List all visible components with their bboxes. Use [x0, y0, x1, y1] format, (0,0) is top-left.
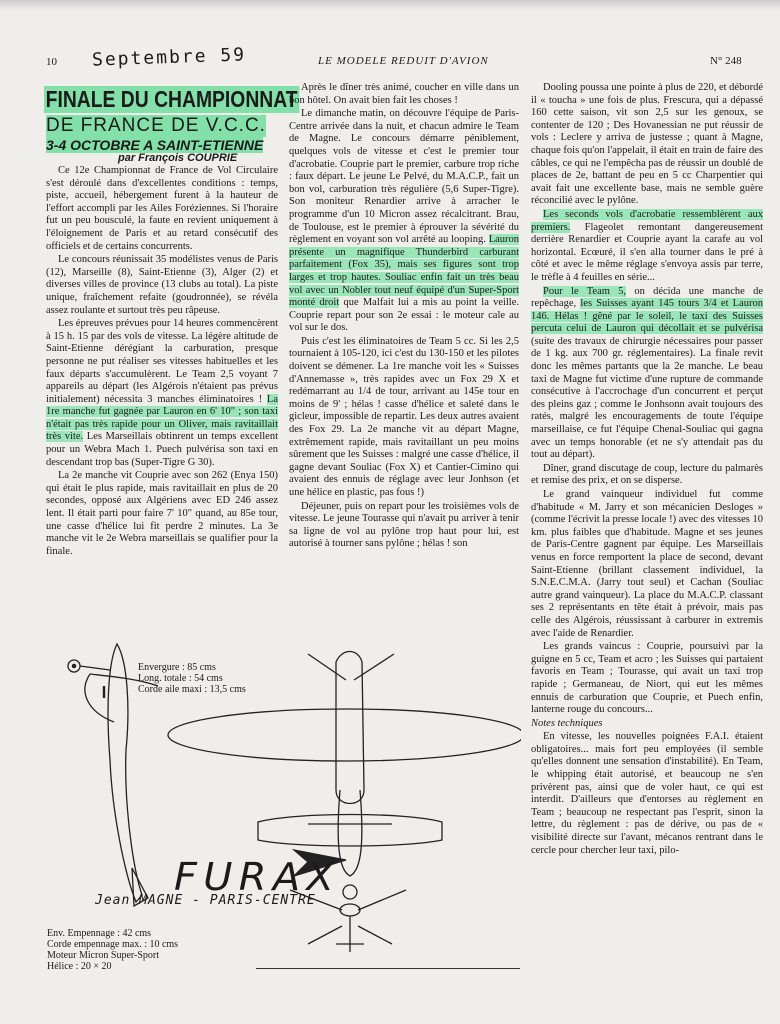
highlighted-text: les Suisses ayant 145 tours 3/4 et Lauron 146. Hélas ! gêné par le soleil, le taxi des Suisses percuta celui de Lauron qui décollait et se pulvérisa: [531, 298, 763, 335]
paragraph: Les grands vaincus : Couprie, poursuivi par la guigne en 5 cc, Team et acro ; les Suisses qui partaient favoris en Team ; Tourasse, qui avait un taxi trop rapide ; Germaneau, de Niort, qui eut les mêmes ennuis de carburation que Couprie, et Puech enfin, lanterne rouge du concours...: [531, 641, 763, 716]
text-run: Les Marseillais obtinrent un temps excellent pour un Webra Mach 1. Puech pulvérisa son taxi en descendant trop bas (Super-Tigre G 30).: [46, 431, 278, 468]
paragraph: Dooling poussa une pointe à plus de 220, et débordé il « toucha » une fois de plus. Frescura, qui a dépassé 160 cette saison, vit son 2,5 sur les genoux, se contenter de 120 ; Des Hovanessian ne put réussir de vols : Leclere y arriva de justesse ; quant à Magne, chaque fois qu'on l'appelait, il était en train de faire des câbles, ce qui ne l'empêcha pas de réussir un doublé de places de 2e, battant de peu en 5 cc Charpentier qui avait fait une excellente base, mais ne semble guère réconcilié avec le pylône.: [531, 82, 763, 207]
highlighted-text: Lauron présente un magnifique Thunderbird carburant parfaitement (Fox 35), mais ses figures sont trop larges et trop hautes. Souliac enfin fait un très beau vol avec un Nobler tout neuf équipé d'un Super-Sport monté droit: [289, 234, 520, 309]
article-subtitle: DE FRANCE DE V.C.C.: [46, 115, 266, 136]
highlighted-text: Les seconds vols d'acrobatie ressemblèrent aux premiers.: [531, 208, 763, 233]
text-run: on décida une manche de repêchage,: [531, 285, 763, 310]
section-heading: Notes techniques: [531, 717, 603, 729]
spec-line: Corde empennage max. : 10 cms: [47, 939, 179, 950]
article-dateline: 3-4 OCTOBRE A SAINT-ETIENNE: [46, 137, 264, 153]
spec-block-top: [138, 662, 246, 695]
designer-signature: Jean MAGNE - PARIS-CENTRE: [95, 893, 316, 908]
handwritten-date: Septembre 59: [91, 44, 247, 71]
spec-line: Moteur Micron Super-Sport: [47, 950, 160, 961]
aircraft-drawing: [46, 640, 521, 970]
paragraph: Déjeuner, puis on repart pour les troisièmes vols de vitesse. Le jeune Tourasse qui n'avait pu arriver à tenir sa ligne de vol au pylône trop haut pour lui, est autorisé à tourner sans pylône ; hélas ! son: [289, 500, 519, 550]
model-name: FURAX: [174, 855, 341, 899]
article-title: FINALE DU CHAMPIONNAT: [45, 86, 298, 112]
spec-line: Long. totale : 54 cms: [138, 673, 223, 684]
text-run: Le dimanche matin, on découvre l'équipe de Paris-Centre arrivée dans la nuit, et chacun admire le Team de Magne. Le concours démarre péniblement, quelques vols de vitesse et c'est le premier tour d'acrobatie. Couprie part le premier, carbure trop riche : faux départ. Le jeune Le Pelvé, du M.A.C.P., fait un bon vol, carburation très régulière (5,6 Super-Tigre). Son moniteur Renardier arrive à arracher le programme d'un 10 Micron assez récalcitrant. Brau, de Toulouse, est le premier à éprouver la sévérité du règlement en voyant son vol arrêté au looping.: [289, 108, 519, 246]
paragraph: Le concours réunissait 35 modélistes venus de Paris (12), Marseille (8), Saint-Etienne (3), Alger (2) et diverses villes de province (13 clubs au total). La piste unique, fraîchement refaite (goudronnée), se révéla assez roulante et surtout très peu râpeuse.: [46, 254, 278, 316]
spec-block-bottom: [47, 928, 178, 972]
paragraph: Ce 12e Championnat de France de Vol Circulaire s'est déroulé dans d'excellentes conditions : temps, piste, accueil, hébergement furent à la hauteur de l'effort accompli par les Ailes Foréziennes. Si l'horaire fut un peu bousculé, la faute en revient uniquement à l'éloignement de Paris et au retard consécutif des officiels et de certains concurrents.: [46, 165, 278, 252]
page-edge: [0, 0, 780, 10]
text-column-2: [289, 82, 519, 552]
aircraft-plan-figure: [46, 640, 521, 970]
running-title: LE MODELE REDUIT D'AVION: [318, 55, 489, 67]
spec-line: Env. Empennage : 42 cms: [47, 928, 152, 939]
text-run: que Malfait lui a mis au point la veille. Couprie repart pour son 2e essai : le moteur cale au vol sur le dos.: [289, 297, 520, 334]
figure-divider: [256, 968, 520, 969]
issue-number: N° 248: [710, 55, 742, 67]
text-column-3: [531, 82, 763, 858]
text-run: (suite des travaux de chirurgie nécessaires pour passer de 1 kg. aux 700 gr. réglementaires). La finale revit donc les mêmes partants que la 2e manche. Le beau taxi de Magne fut victime d'une rupture de commande consécutive à l'accrochage d'un concurrent et perçut des pleins gaz ; comme le Jonhsonn avait toujours des ratés, malgré les encouragements de toute l'équipe marseillaise, ce fut l'équipe Chenal-Souliac qui gagna avec un temps honorable (et ne s'y attendait pas du tout au départ).: [531, 335, 763, 461]
paragraph: En vitesse, les nouvelles poignées F.A.I. étaient obligatoires... mais fort peu employées (il semble qu'elles donnent une sensation d'instabilité). En Team, le whipping était autorisé, et beaucoup ne s'en privèrent pas, ainsi que de voler haut, ce qui est interdit. D'ailleurs que d'entorses au règlement en Team ; beaucoup ne respectant pas l'esprit, sinon la lettre, du règlement : pas de dérive, ou pas de « visibilité directe sur l'avant, mécanos rentrant dans le cercle pour chercher leur taxi, pilo-: [531, 731, 763, 856]
paragraph: [46, 318, 278, 469]
spec-line: Corde aile maxi : 13,5 cms: [138, 684, 246, 695]
paragraph: [531, 286, 763, 462]
text-run: Flageolet remontant dangereusement derrière Renardier et Couprie ayant la carafe au vol horizontal. Ecœuré, il s'en alla tourner dans le pré à côté et avec le même réglage s'envoya assis par terre, le trèfle à 4 feuilles en série...: [531, 221, 763, 283]
highlighted-text: La 1re manche fut gagnée par Lauron en 6' 10" ; son taxi n'était pas très rapide pour un Oliver, mais ravitaillait très vite.: [46, 393, 278, 443]
paragraph: La 2e manche vit Couprie avec son 262 (Enya 150) qui était le plus rapide, mais ravitaillait en plus de 20 secondes, opposé aux Algériens avec ED 246 assez lent. Il était parti pour faire 7' 10" quand, au 85e tour, une casse d'hélice lui fit perdre 2 minutes. La 3e manche vit le 2e Webra marseillais se qualifier pour la finale.: [46, 470, 278, 557]
page-number: 10: [46, 56, 57, 68]
spec-line: Envergure : 85 cms: [138, 662, 216, 673]
spec-line: Hélice : 20 × 20: [47, 961, 112, 972]
paragraph: Puis c'est les éliminatoires de Team 5 cc. Si les 2,5 tournaient à 105-120, ici c'est du 130-150 et les pilotes doivent se démener. La 1re manche voit les « Suisses d'Annemasse », très rapides avec un Fox 29 X et redémarrant au 1/4 de tour, arrivant au 145e tour en moins de 9' ; hélas ! casse d'hélice et saleté dans le gicleur, impossible de repartir. Les deux autres avaient des Fox 29. La 2e manche vit au départ Magne, extrêmement rapide, mais ravitaillant un peu moins sûrement que les Suisses : malgré une casse d'hélice, il gagne devant Souliac (Fox X) et Cantier-Cimino qui avaient des ennuis de réglage avec leur Jonhson (et une hélice en plastic, pas fous !): [289, 335, 519, 498]
highlighted-text: Pour le Team 5,: [543, 285, 627, 297]
paragraph: Après le dîner très animé, coucher en ville dans un bon hôtel. On avait bien fait les choses !: [289, 82, 519, 106]
paragraph: Dîner, grand discutage de coup, lecture du palmarès et remise des prix, et on se disperse.: [531, 462, 763, 487]
paragraph: [531, 209, 763, 285]
text-column-1: [46, 165, 278, 559]
text-run: Les épreuves prévues pour 14 heures commencèrent à 15 h. 15 par des vols de vitesse. La légère altitude de Saint-Etienne dérégiant la carburation, presque personne ne put réaliser ses vitesses habituelles et les faux départs s'accumulèrent. Le Team 2,5 voyant 7 appareils au départ (les Algérois n'étaient pas prévus initialement) nécessita 3 manches éliminatoires !: [46, 318, 278, 405]
article-byline: par François COUPRIE: [118, 152, 238, 164]
paragraph: [289, 108, 519, 335]
paragraph: Le grand vainqueur individuel fut comme d'habitude « M. Jarry et son mécanicien Desloges » (comme l'écrivit la presse locale !) avec des vitesses 10 km. plus faibles que d'habitude. Magne et ses jeunes de Paris-Centre gagnent par équipe. Les Marseillais venus en force remportent la place de second, devant Saint-Etienne (brillant classement individuel, la S.N.E.C.M.A. (Jarry tout seul) et Cachan (Souliac autre grand vainqueur). La place du M.A.C.P. classant ses 2 représentants en tête était à prévoir, mais pas celle des Algérois, réussissant à carburer in extremis avec l'aide de Renardier.: [531, 489, 763, 639]
